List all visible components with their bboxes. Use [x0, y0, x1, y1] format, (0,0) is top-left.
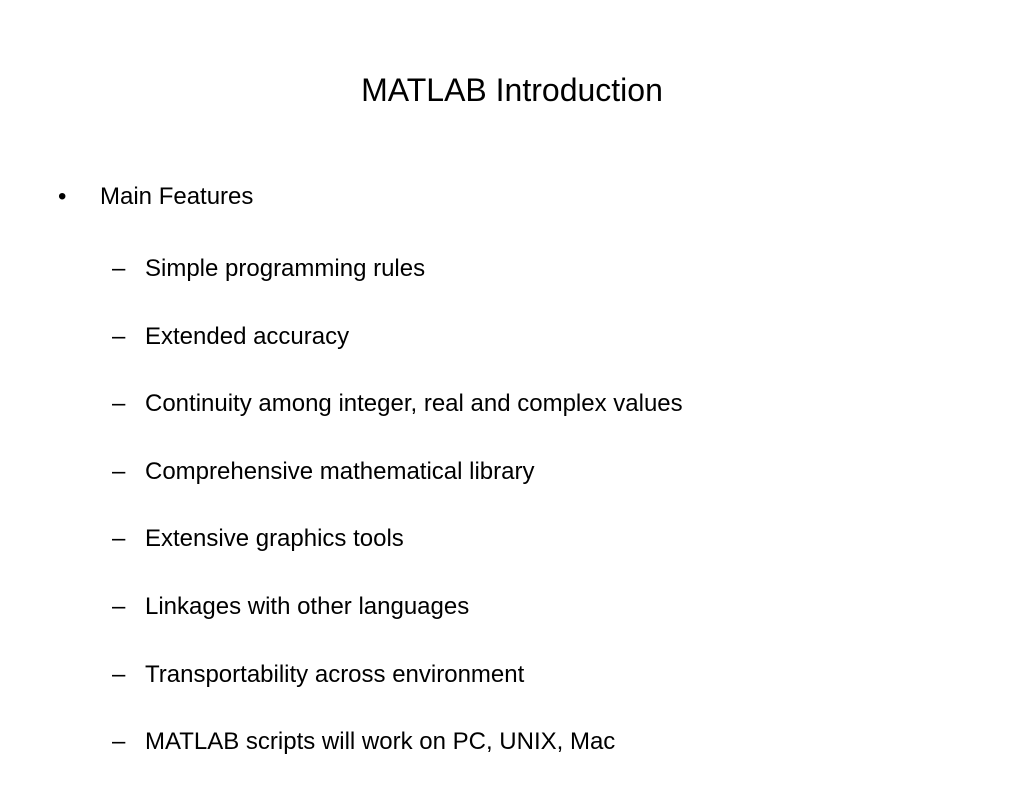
sub-bullet-text: Extensive graphics tools: [145, 525, 404, 553]
bullet-text: Main Features: [100, 183, 254, 210]
sub-bullet-item: [112, 322, 683, 390]
dash-marker: –: [112, 255, 126, 282]
sub-bullet-list: [112, 254, 683, 795]
sub-bullet-item: [112, 524, 683, 592]
sub-bullet-item: [112, 254, 683, 322]
sub-bullet-text: MATLAB scripts will work on PC, UNIX, Mac: [145, 728, 616, 756]
sub-bullet-item: [112, 727, 683, 795]
dash-marker: –: [112, 525, 126, 553]
sub-bullet-text: Simple programming rules: [145, 255, 426, 282]
slide-title: MATLAB Introduction: [361, 72, 663, 108]
dash-marker: –: [112, 728, 126, 756]
sub-bullet-item: [112, 457, 683, 525]
sub-bullet-text: Continuity among integer, real and complex values: [145, 390, 683, 418]
sub-bullet-text: Linkages with other languages: [145, 592, 470, 620]
sub-bullet-text: Extended accuracy: [145, 322, 350, 350]
dash-marker: –: [112, 592, 126, 620]
sub-bullet-item: [112, 592, 683, 660]
dash-marker: –: [112, 322, 126, 350]
sub-bullet-item: [112, 389, 683, 457]
bullet-main-features: [58, 182, 253, 212]
dash-marker: –: [112, 390, 126, 418]
bullet-marker: •: [58, 183, 67, 210]
sub-bullet-text: Comprehensive mathematical library: [145, 457, 535, 485]
sub-bullet-text: Transportability across environment: [145, 660, 525, 688]
dash-marker: –: [112, 457, 126, 485]
dash-marker: –: [112, 660, 126, 688]
sub-bullet-item: [112, 660, 683, 728]
